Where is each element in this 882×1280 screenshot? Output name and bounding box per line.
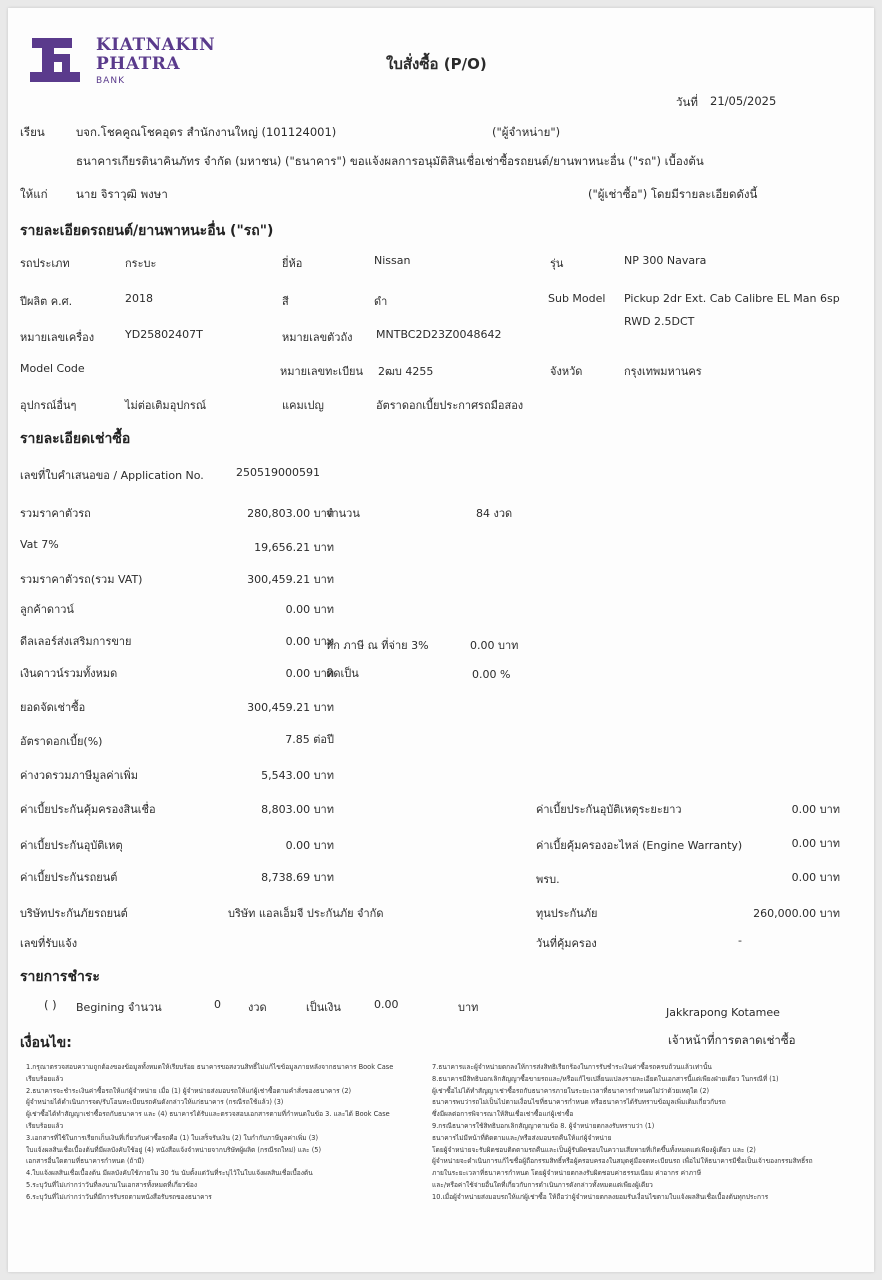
conditions-right-column — [432, 1062, 852, 1204]
province-label: จังหวัด — [550, 365, 583, 378]
bank-name-line3: BANK — [96, 76, 125, 86]
condition-line: ซึ่งมีผลต่อการพิจารณาให้สินเชื่อเช่าซื้อแก่ผู้เช่าซื้อ — [432, 1110, 574, 1119]
condition-line: และ/หรือค่าใช้จ่ายอื่นใดที่เกี่ยวกับการดำเนินการดังกล่าวทั้งหมดแต่เพียงผู้เดียว — [432, 1180, 653, 1189]
accessory-label: อุปกรณ์อื่นๆ — [20, 399, 77, 412]
engine-warranty-label: ค่าเบี้ยคุ้มครองอะไหล่ (Engine Warranty) — [536, 839, 743, 852]
condition-line: 1.กรุณาตรวจสอบความถูกต้องของข้อมูลทั้งหมดให้เรียบร้อย ธนาคารขอสงวนสิทธิ์ไม่แก้ไขข้อมูลภายหลังจากธนาคาร Book Case — [26, 1063, 394, 1071]
credit-insurance-value: 8,803.00 บาท — [261, 803, 334, 816]
brand-label: ยี่ห้อ — [282, 257, 303, 270]
customer-name: นาย จิราวุฒิ พงษา — [76, 187, 168, 201]
vehicle-section-title: รายละเอียดรถยนต์/ยานพาหนะอื่น ("รถ") — [20, 223, 274, 239]
condition-line: 9.กรณีธนาคารใช้สิทธิบอกเลิกสัญญาตามข้อ 8. ผู้จำหน่ายตกลงรับทราบว่า (1) — [432, 1121, 655, 1130]
condition-line: ผู้เช่าซื้อได้ทำสัญญาเช่าซื้อรถกับธนาคาร และ (4) ธนาคารได้รับและตรวจสอบเอกสารตามที่กำหนดในข้อ 3. และได้ Book Case — [26, 1110, 390, 1119]
bank-logo — [26, 32, 226, 92]
interest-rate-value: 7.85 ต่อปี — [285, 733, 334, 746]
condition-line: ผู้เช่าซื้อไม่ได้ทำสัญญาเช่าซื้อรถกับธนาคารภายในระยะเวลาที่ธนาคารกำหนดไม่ว่าด้วยเหตุใด (2) — [432, 1086, 710, 1095]
installment-unit: งวด — [248, 1001, 267, 1014]
color-label: สี — [282, 295, 289, 308]
finance-amount-label: ยอดจัดเช่าซื้อ — [20, 701, 86, 714]
bank-name-line1: KIATNAKIN — [96, 35, 216, 55]
campaign-value: อัตราดอกเบี้ยประกาศรถมือสอง — [376, 399, 524, 412]
purchase-order-document — [8, 8, 874, 1272]
down-label: ลูกค้าดาวน์ — [20, 603, 74, 616]
condition-line: ผู้จำหน่ายได้ดำเนินการจด/รับโอนทะเบียนรถคันดังกล่าวให้แก่ธนาคาร (กรณีรถใช้แล้ว) (3) — [26, 1098, 284, 1107]
payment-section-title: รายการชำระ — [20, 969, 100, 985]
condition-line: เรียบร้อยแล้ว — [26, 1074, 64, 1083]
officer-name: Jakkrapong Kotamee — [666, 1006, 780, 1019]
coverage-date-value: - — [738, 934, 742, 947]
insurer-value: บริษัท แอลเอ็มจี ประกันภัย จำกัด — [228, 907, 384, 920]
total-down-value: 0.00 บาท — [285, 667, 334, 680]
interest-rate-label: อัตราดอกเบี้ย(%) — [20, 735, 103, 748]
condition-line: 2.ธนาคารจะชำระเงินค่าซื้อรถให้แก่ผู้จำหน่าย เมื่อ (1) ผู้จำหน่ายส่งมอบรถให้แก่ผู้เช่าซื้อตามคำสั่งของธนาคาร (2) — [26, 1086, 352, 1095]
date-label: วันที่ — [676, 95, 698, 109]
car-insurance-label: ค่าเบี้ยประกันรถยนต์ — [20, 871, 118, 884]
dealer-name: บจก.โชคคูณโชคอุดร สำนักงานใหญ่ (101124001) — [76, 125, 337, 139]
accessory-value: ไม่ต่อเติมอุปกรณ์ — [125, 399, 207, 412]
sum-insured-label: ทุนประกันภัย — [536, 907, 598, 920]
to-label: เรียน — [20, 125, 45, 139]
chassis-no-value: MNTBC2D23Z0048642 — [376, 328, 502, 341]
model-label: รุ่น — [550, 257, 564, 270]
beginning-label: Begining จำนวน — [76, 1001, 162, 1014]
chassis-no-label: หมายเลขตัวถัง — [282, 331, 353, 344]
wht-label: หัก ภาษี ณ ที่จ่าย 3% — [326, 639, 429, 652]
down-pct-label: คิดเป็น — [326, 667, 359, 680]
monthly-payment-label: ค่างวดรวมภาษีมูลค่าเพิ่ม — [20, 769, 139, 782]
conditions-left-column — [26, 1062, 430, 1204]
condition-line: ภายในระยะเวลาที่ธนาคารกำหนด โดยผู้จำหน่ายตกลงรับผิดชอบค่าธรรมเนียม ค่าอากร ค่าภาษี — [432, 1169, 702, 1178]
notify-no-label: เลขที่รับแจ้ง — [20, 937, 78, 950]
condition-line: เอกสารอื่นใดตามที่ธนาคารกำหนด (ถ้ามี) — [26, 1157, 145, 1166]
lease-section-title: รายละเอียดเช่าซื้อ — [20, 431, 131, 447]
vat-value: 19,656.21 บาท — [254, 541, 334, 554]
color-value: ดำ — [374, 295, 388, 308]
bank-logo-icon — [26, 32, 84, 90]
coverage-date-label: วันที่คุ้มครอง — [536, 937, 597, 950]
finance-amount-value: 300,459.21 บาท — [247, 701, 334, 714]
conditions-title: เงื่อนไข: — [20, 1035, 72, 1051]
currency-label: บาท — [458, 1001, 479, 1014]
credit-insurance-label: ค่าเบี้ยประกันคุ้มครองสินเชื่อ — [20, 803, 156, 816]
lt-accident-insurance-value: 0.00 บาท — [791, 803, 840, 816]
application-no-value: 250519000591 — [236, 466, 320, 479]
vehicle-type-label: รถประเภท — [20, 257, 70, 270]
condition-line: 6.ระบุวันที่ไม่เก่ากว่าวันที่มีการรับรถตามหนังสือรับรถของธนาคาร — [26, 1192, 212, 1201]
plate-label: หมายเลขทะเบียน — [280, 365, 364, 378]
year-label: ปีผลิต ค.ศ. — [20, 295, 73, 308]
condition-line: ธนาคารพบว่ารถไม่เป็นไปตามเงื่อนไขที่ธนาคารกำหนด หรือธนาคารได้รับทราบข้อมูลเพิ่มเติมเกี่ยวกับรถ — [432, 1098, 726, 1107]
sum-insured-value: 260,000.00 บาท — [753, 907, 840, 920]
submodel-label: Sub Model — [548, 292, 606, 305]
compulsory-insurance-value: 0.00 บาท — [791, 871, 840, 884]
payment-checkbox[interactable]: ( ) — [44, 998, 57, 1012]
brand-value: Nissan — [374, 254, 411, 267]
amount-value: 0.00 — [374, 998, 399, 1011]
wht-value: 0.00 บาท — [470, 639, 519, 652]
engine-no-label: หมายเลขเครื่อง — [20, 331, 95, 344]
installments-value: 84 งวด — [476, 507, 513, 520]
condition-line: เรียบร้อยแล้ว — [26, 1121, 64, 1130]
submodel-value-line2: RWD 2.5DCT — [624, 315, 695, 328]
year-value: 2018 — [125, 292, 153, 305]
condition-line: โดยผู้จำหน่ายจะรับผิดชอบติดตามรถคืนและเป็นผู้รับผิดชอบในความเสียหายที่เกิดขึ้นทั้งหมดแต่เพียงผู้เดียว และ (2) — [432, 1145, 756, 1154]
model-code-label: Model Code — [20, 362, 85, 375]
officer-title: เจ้าหน้าที่การตลาดเช่าซื้อ — [668, 1033, 796, 1047]
car-insurance-value: 8,738.69 บาท — [261, 871, 334, 884]
condition-line: 8.ธนาคารมีสิทธิบอกเลิกสัญญาซื้อขายรถและ/หรือแก้ไขเปลี่ยนแปลงรายละเอียดในเอกสารนี้แต่เพียงฝ่ายเดียว ในกรณีที่ (1) — [432, 1074, 779, 1083]
price-label: รวมราคาตัวรถ — [20, 507, 91, 520]
condition-line: ผู้จำหน่ายจะดำเนินการแก้ไขชื่อผู้ถือกรรมสิทธิ์หรือผู้ครอบครองในสมุดคู่มือจดทะเบียนรถ เพื่อไม่ให้ธนาคารมีชื่อเป็นเจ้าของกรรมสิทธิ์รถ — [432, 1157, 813, 1166]
price-value: 280,803.00 บาท — [247, 507, 334, 520]
dealer-promo-value: 0.00 บาท — [285, 635, 334, 648]
engine-no-value: YD25802407T — [125, 328, 203, 341]
submodel-value-line1: Pickup 2dr Ext. Cab Calibre EL Man 6sp — [624, 292, 840, 305]
accident-insurance-value: 0.00 บาท — [285, 839, 334, 852]
total-down-label: เงินดาวน์รวมทั้งหมด — [20, 667, 118, 680]
accident-insurance-label: ค่าเบี้ยประกันอุบัติเหตุ — [20, 839, 123, 852]
condition-line: 10.เมื่อผู้จำหน่ายส่งมอบรถให้แก่ผู้เช่าซื้อ ให้ถือว่าผู้จำหน่ายตกลงยอมรับเงื่อนไขตามใบแจ้งผลสินเชื่อเบื้องต้นทุกประการ — [432, 1192, 769, 1201]
condition-line: 5.ระบุวันที่ไม่เก่ากว่าวันที่ลงนามในเอกสารทั้งหมดที่เกี่ยวข้อง — [26, 1180, 198, 1189]
lt-accident-insurance-label: ค่าเบี้ยประกันอุบัติเหตุระยะยาว — [536, 803, 682, 816]
engine-warranty-value: 0.00 บาท — [791, 837, 840, 850]
condition-line: ธนาคารไม่มีหน้าที่ติดตามและ/หรือส่งมอบรถคืนให้แก่ผู้จำหน่าย — [432, 1133, 612, 1142]
condition-line: 7.ธนาคารและผู้จำหน่ายตกลงให้การส่งสิทธิเรียกร้องในการรับชำระเงินค่าซื้อรถครบถ้วนแล้วเท่านั้น — [432, 1063, 712, 1071]
monthly-payment-value: 5,543.00 บาท — [261, 769, 334, 782]
vehicle-type-value: กระบะ — [125, 257, 157, 270]
beginning-count: 0 — [214, 998, 221, 1011]
dealer-role: ("ผู้จำหน่าย") — [492, 125, 561, 139]
customer-role: ("ผู้เช่าซื้อ") โดยมีรายละเอียดดังนี้ — [588, 187, 758, 201]
plate-value: 2ฒบ 4255 — [378, 365, 434, 378]
province-value: กรุงเทพมหานคร — [624, 365, 702, 378]
date-value: 21/05/2025 — [710, 94, 777, 108]
price-vat-label: รวมราคาตัวรถ(รวม VAT) — [20, 573, 143, 586]
condition-line: ใบแจ้งผลสินเชื่อเบื้องต้นที่มีผลบังคับใช้อยู่ (4) หนังสือแจ้งจำหน่ายจากบริษัทผู้ผลิต (กรณีรถใหม่) และ (5) — [26, 1145, 322, 1154]
approval-notice: ธนาคารเกียรตินาคินภัทร จำกัด (มหาชน) ("ธนาคาร") ขอแจ้งผลการอนุมัติสินเชื่อเช่าซื้อรถยนต์/ยานพาหนะอื่น ("รถ") เบื้องต้น — [76, 154, 704, 168]
for-label: ให้แก่ — [20, 187, 48, 201]
condition-line: 3.เอกสารที่ใช้ในการเรียกเก็บเงินที่เกี่ยวกับค่าซื้อรถคือ (1) ใบเสร็จรับเงิน (2) ใบกำกับภาษีมูลค่าเพิ่ม (3) — [26, 1133, 319, 1142]
model-value: NP 300 Navara — [624, 254, 707, 267]
application-no-label: เลขที่ใบคำเสนอขอ / Application No. — [20, 469, 204, 482]
installments-label: จำนวน — [326, 507, 360, 520]
dealer-promo-label: ดีลเลอร์ส่งเสริมการขาย — [20, 635, 132, 648]
bank-name-line2: PHATRA — [96, 54, 181, 74]
compulsory-insurance-label: พรบ. — [536, 873, 560, 886]
condition-line: 4.ใบแจ้งผลสินเชื่อเบื้องต้น มีผลบังคับใช้ภายใน 30 วัน นับตั้งแต่วันที่ระบุไว้ในใบแจ้งผลสินเชื่อเบื้องต้น — [26, 1169, 313, 1178]
amount-label: เป็นเงิน — [306, 1001, 341, 1014]
insurer-label: บริษัทประกันภัยรถยนต์ — [20, 907, 128, 920]
vat-label: Vat 7% — [20, 538, 59, 551]
down-value: 0.00 บาท — [285, 603, 334, 616]
page-title: ใบสั่งซื้อ (P/O) — [386, 55, 487, 73]
campaign-label: แคมเปญ — [282, 399, 324, 412]
price-vat-value: 300,459.21 บาท — [247, 573, 334, 586]
down-pct-value: 0.00 % — [472, 668, 511, 681]
